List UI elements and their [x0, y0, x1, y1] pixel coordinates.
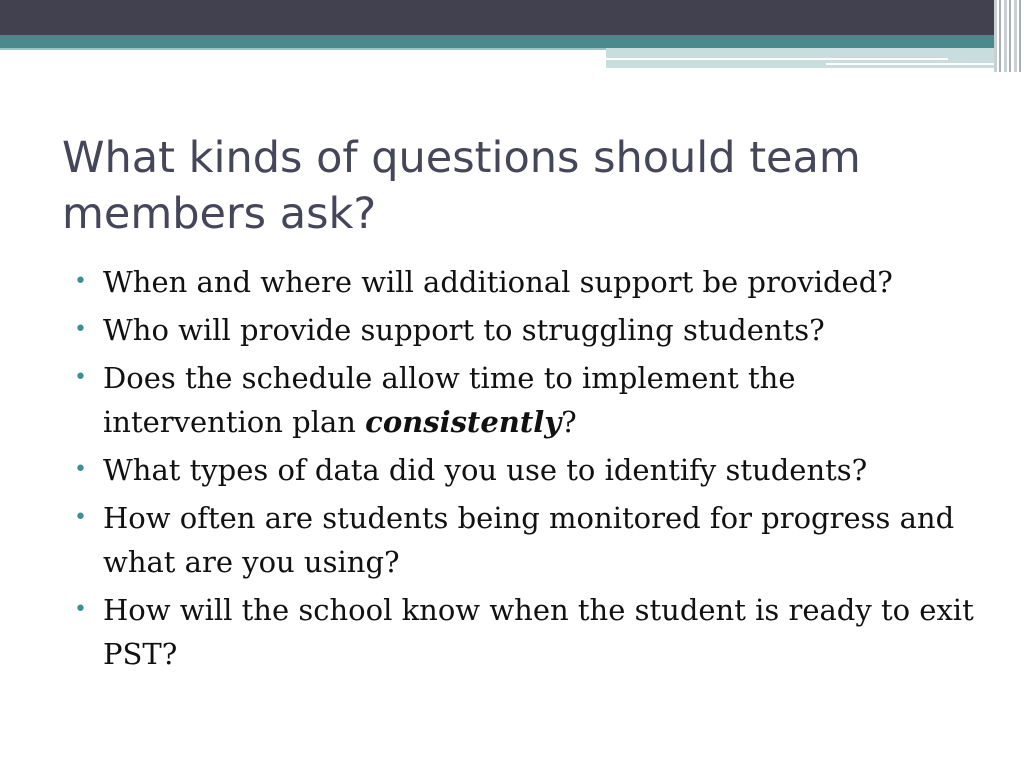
header-banner-line	[606, 58, 948, 60]
bullet-text-end: ?	[561, 405, 577, 439]
bullet-item	[74, 260, 974, 304]
header-banner-teal	[0, 35, 1024, 48]
bullet-marker-icon: •	[74, 457, 87, 482]
bullet-marker-icon: •	[74, 505, 87, 530]
bullet-marker-icon: •	[74, 365, 87, 390]
bullet-text: How will the school know when the student is ready to exit PST?	[103, 593, 974, 671]
header-banner-line	[826, 63, 1006, 65]
header-banner-dark	[0, 0, 1024, 35]
bullet-item	[74, 448, 974, 492]
bullet-item	[74, 308, 974, 352]
bullet-text: What types of data did you use to identify students?	[103, 453, 868, 487]
bullet-text: When and where will additional support be provided?	[103, 265, 893, 299]
bullet-text: Does the schedule allow time to implement the intervention plan	[103, 361, 796, 439]
header-vertical-stripes	[994, 0, 1024, 72]
bullet-emphasis: consistently	[365, 405, 562, 439]
bullet-item	[74, 356, 974, 444]
bullet-marker-icon: •	[74, 597, 87, 622]
bullet-text: How often are students being monitored for progress and what are you using?	[103, 501, 955, 579]
bullet-marker-icon: •	[74, 317, 87, 342]
bullet-item	[74, 588, 974, 676]
bullet-text: Who will provide support to struggling students?	[103, 313, 825, 347]
bullet-list	[74, 260, 974, 680]
bullet-item	[74, 496, 974, 584]
bullet-marker-icon: •	[74, 269, 87, 294]
slide-title: What kinds of questions should team members ask?	[62, 133, 861, 239]
